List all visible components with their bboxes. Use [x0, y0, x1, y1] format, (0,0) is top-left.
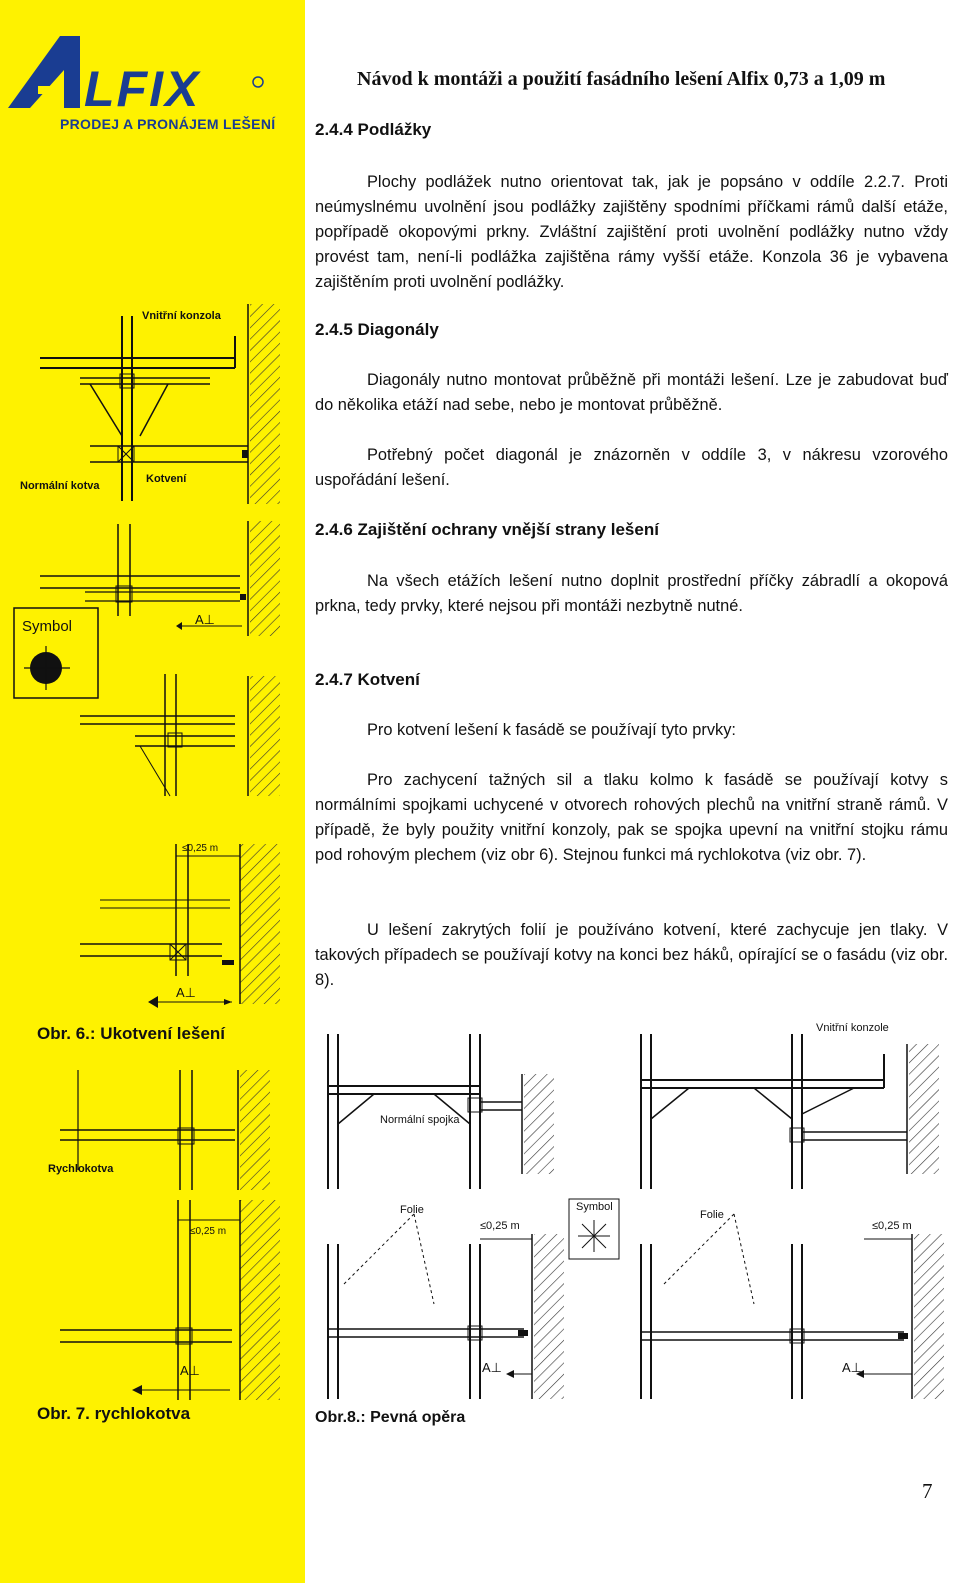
- alfix-logo: [8, 36, 276, 136]
- paragraph-2-4-5-b-text: Potřebný počet diagonál je znázorněn v oddíle 3, v nákresu vzorového uspořádání lešení.: [315, 446, 948, 489]
- yellow-sidebar: [0, 0, 305, 1583]
- fig7-label-dim: ≤0,25 m: [190, 1226, 227, 1237]
- figure-7-caption: Obr. 7. rychlokotva: [37, 1404, 191, 1423]
- fig6-label-dim: ≤0,25 m: [182, 843, 219, 854]
- paragraph-2-4-7-c: [315, 918, 948, 993]
- fig6-label-normal-anchor: Normální kotva: [20, 480, 100, 492]
- page-number: 7: [922, 1479, 933, 1503]
- fig6-label-symbol: Symbol: [22, 618, 73, 635]
- paragraph-2-4-7-a-text: Pro kotvení lešení k fasádě se používají tyto prvky:: [367, 721, 736, 739]
- paragraph-2-4-5-b: [315, 443, 948, 493]
- paragraph-2-4-7-b-text: Pro zachycení tažných sil a tlaku kolmo k fasádě se používají kotvy s normálními spojkami uchycené v otvorech rohových plechů na vnitřní straně rámů. V případě, že byly použity vnitřní konzoly, pak se spojka upevní na vnitřní stojku rámu pod rohovým plechem (viz obr 6). Stejnou funkci má rychlokotva (viz obr. 7).: [315, 771, 948, 864]
- paragraph-2-4-5-a: [315, 368, 948, 418]
- paragraph-2-4-7-a: [315, 718, 948, 743]
- figure-6-caption: Obr. 6.: Ukotvení lešení: [37, 1024, 226, 1043]
- fig8-label-normal-coupler: Normální spojka: [380, 1114, 460, 1126]
- fig8-label-a-left: A⊥: [482, 1360, 502, 1375]
- fig8-label-a-right: A⊥: [842, 1360, 862, 1375]
- fig7-label-a: A⊥: [180, 1363, 200, 1378]
- heading-2-4-5: 2.4.5 Diagonály: [315, 320, 439, 339]
- fig6-label-inner-console: Vnitřní konzola: [142, 310, 221, 322]
- logo-tagline: PRODEJ A PRONÁJEM LEŠENÍ: [60, 116, 276, 132]
- fig8-label-inner-consoles: Vnitřní konzole: [816, 1022, 889, 1034]
- heading-2-4-4: 2.4.4 Podlážky: [315, 120, 432, 139]
- fig6-label-a2: A⊥: [176, 985, 196, 1000]
- document-title: Návod k montáži a použití fasádního lešení Alfix 0,73 a 1,09 m: [357, 68, 886, 90]
- fig6-label-anchoring: Kotvení: [146, 473, 187, 485]
- paragraph-2-4-4: [315, 170, 948, 295]
- paragraph-2-4-7-c-text: U lešení zakrytých folií je používáno kotvení, které zachycuje jen tlaky. V takových případech se používají kotvy na konci bez háků, opírající se o fasádu (viz obr. 8).: [315, 921, 948, 989]
- paragraph-2-4-7-b: [315, 768, 948, 868]
- fig8-label-dim-left: ≤0,25 m: [480, 1220, 520, 1232]
- heading-2-4-6: 2.4.6 Zajištění ochrany vnější strany lešení: [315, 520, 659, 539]
- fig8-label-symbol: Symbol: [576, 1201, 613, 1213]
- heading-2-4-7: 2.4.7 Kotvení: [315, 670, 420, 689]
- figure-8-caption: Obr.8.: Pevná opěra: [315, 1409, 466, 1426]
- paragraph-2-4-6: [315, 569, 948, 619]
- paragraph-2-4-6-text: Na všech etážích lešení nutno doplnit prostřední příčky zábradlí a okopová prkna, tedy prvky, které nejsou při montáži nezbytně nutné.: [315, 572, 948, 615]
- fig8-label-foil-right: Folie: [700, 1209, 724, 1221]
- figure-7-drawing: [20, 1070, 290, 1405]
- fig6-label-a: A⊥: [195, 612, 215, 627]
- figure-6-drawing: [10, 296, 295, 1016]
- fig8-label-dim-right: ≤0,25 m: [872, 1220, 912, 1232]
- paragraph-2-4-4-text: Plochy podlážek nutno orientovat tak, jak je popsáno v oddíle 2.2.7. Proti neúmyslnému uvolnění jsou podlážky zajištěny spodními příčkami rámů další etáže, popřípadě okopovými prkny. Zvláštní zajištění proti uvolnění podlážky nutno vždy provést tam, není-li podlážka zajištěna rámy vyšší etáže. Konzola 36 je vybavena zajištěním proti uvolnění podlážky.: [315, 173, 948, 291]
- paragraph-2-4-5-a-text: Diagonály nutno montovat průběžně při montáži lešení. Lze je zabudovat buď do několika etáží nad sebe, nebo je montovat průběžně.: [315, 371, 948, 414]
- fig7-label-quick-anchor: Rychlokotva: [48, 1163, 114, 1175]
- fig8-label-foil-left: Folie: [400, 1204, 424, 1216]
- svg-text:LFIX: LFIX: [84, 61, 201, 116]
